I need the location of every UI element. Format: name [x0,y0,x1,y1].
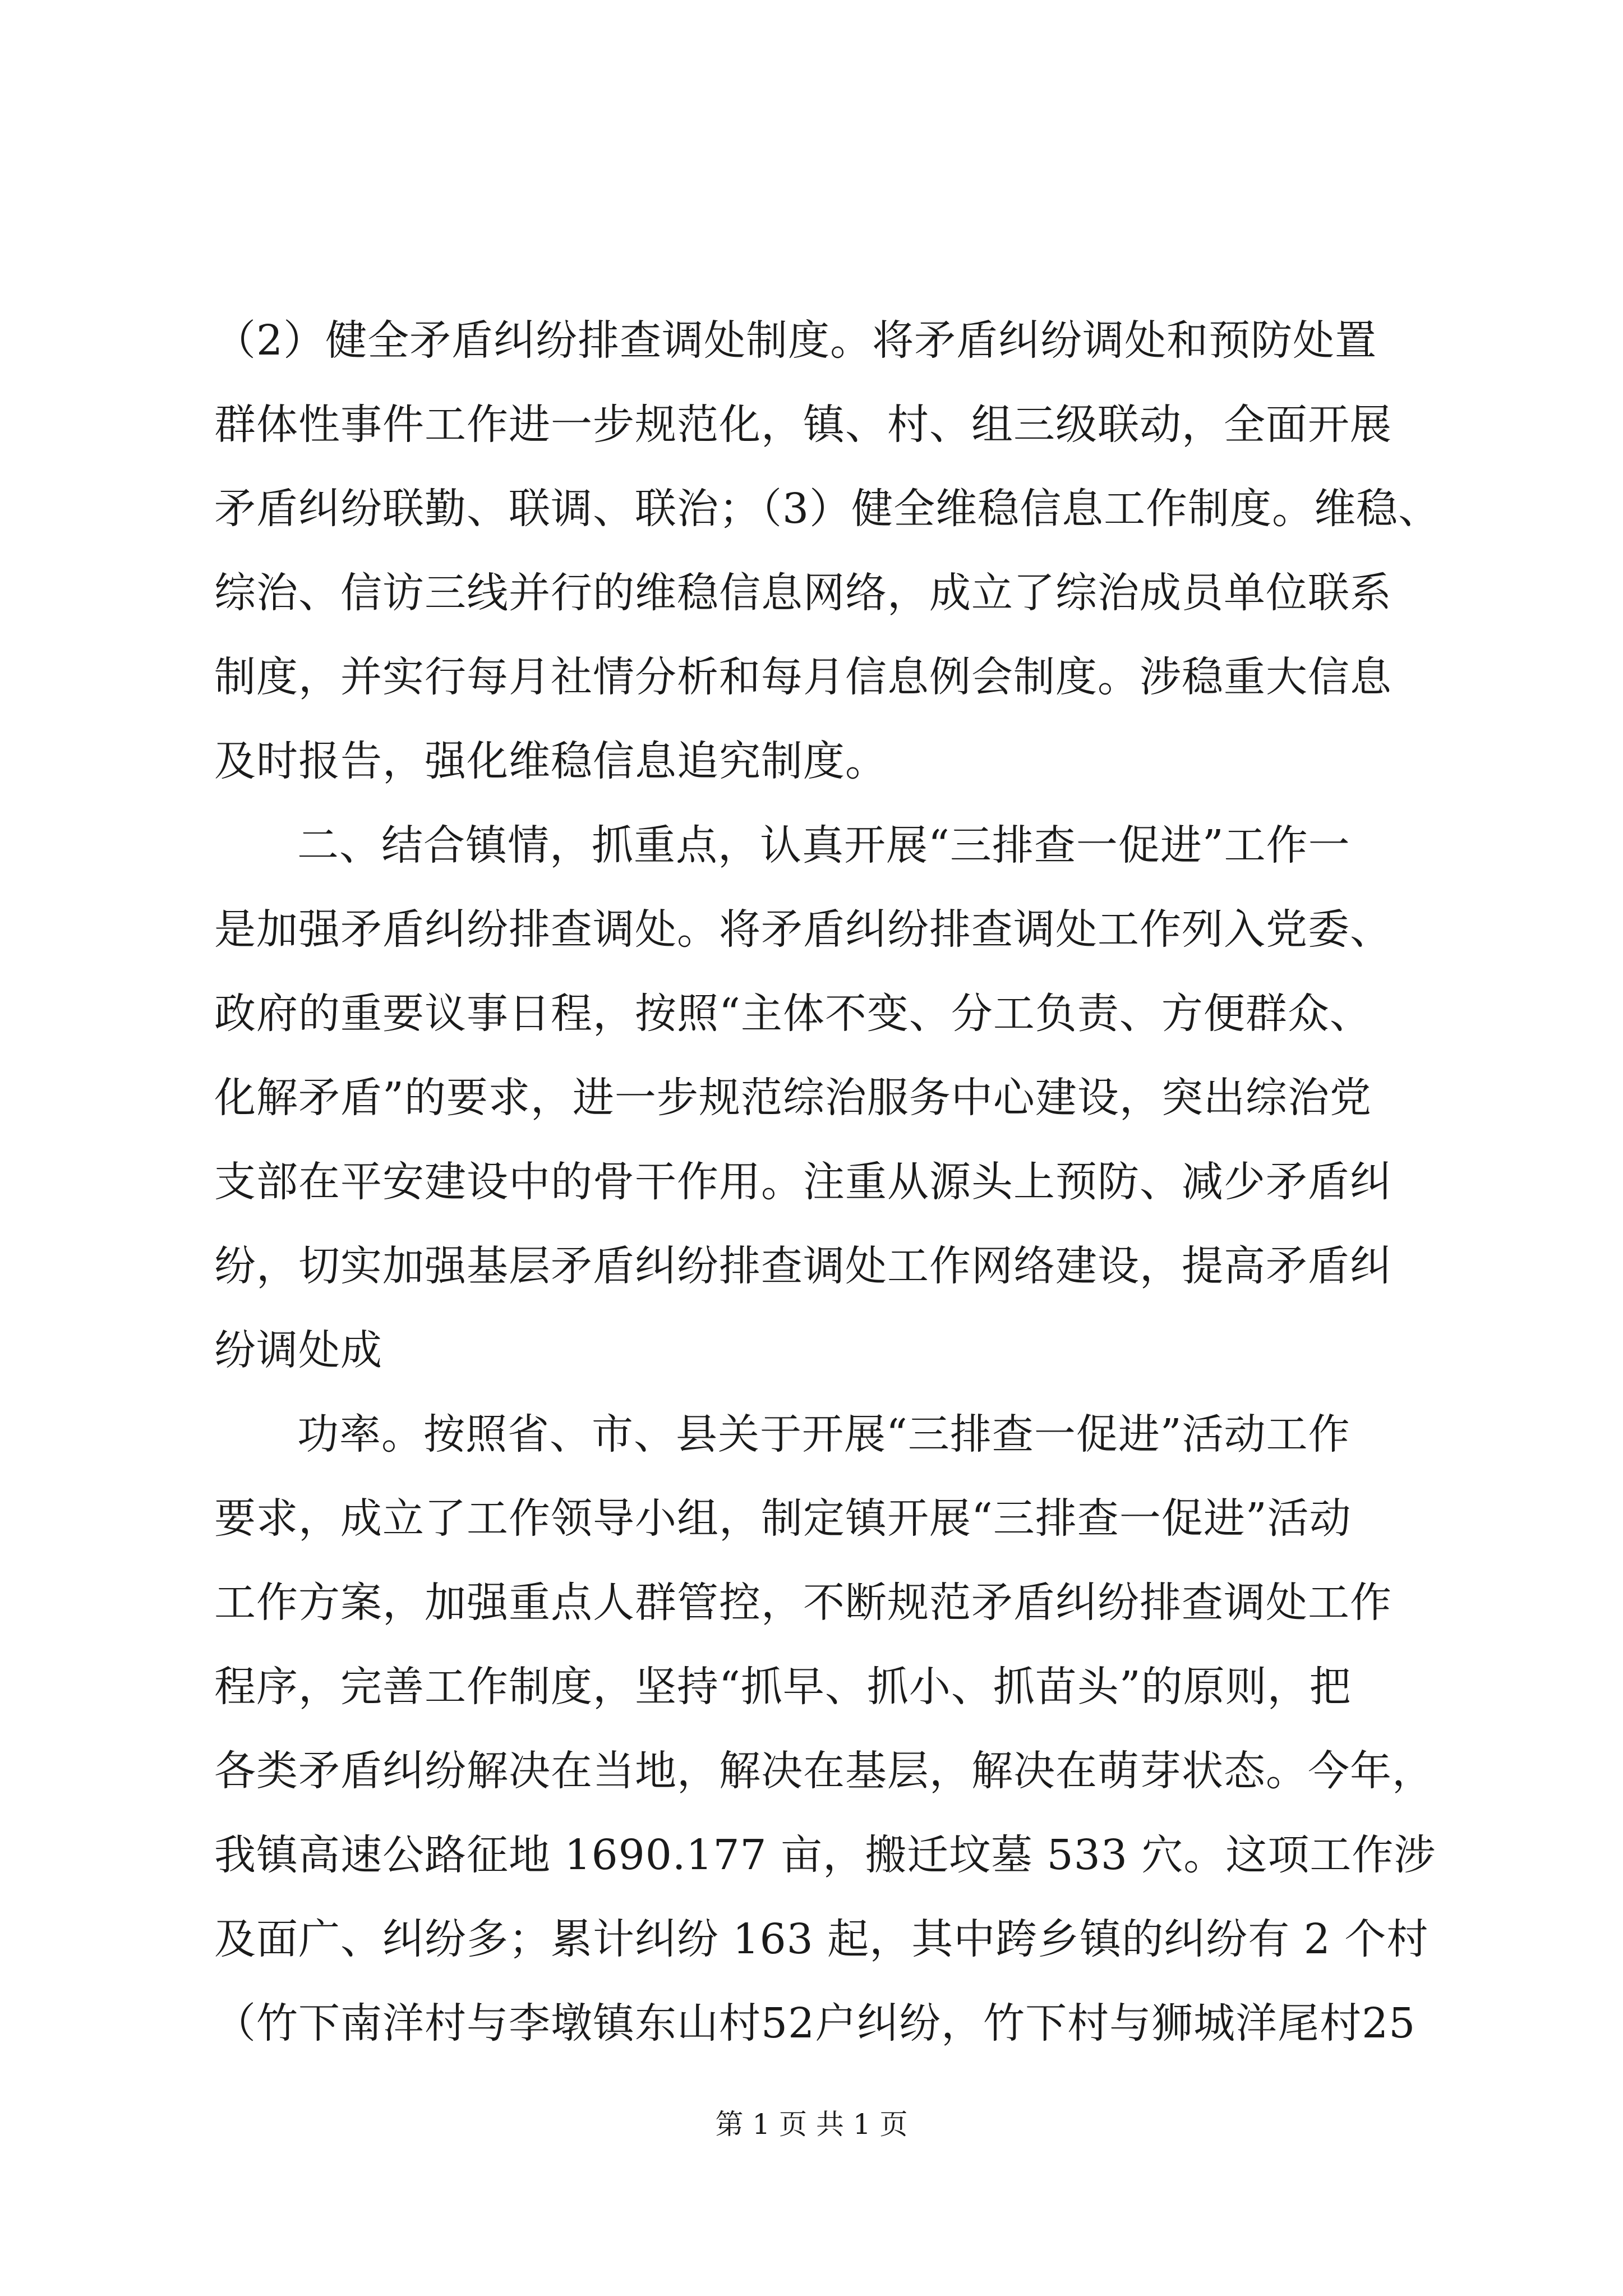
text-line: 工作方案，加强重点人群管控，不断规范矛盾纠纷排查调处工作 [214,1579,1392,1627]
text-line: 制度，并实行每月社情分析和每月信息例会制度。涉稳重大信息 [214,653,1392,701]
text-line: 纷，切实加强基层矛盾纠纷排查调处工作网络建设，提高矛盾纠 [214,1242,1392,1290]
text-line: 矛盾纠纷联勤、联调、联治；（3）健全维稳信息工作制度。维稳、 [214,485,1441,533]
text-line: 我镇高速公路征地 1690.177 亩，搬迁坟墓 533 穴。这项工作涉 [214,1831,1436,1879]
text-line: 及时报告，强化维稳信息追究制度。 [214,737,887,785]
text-line: 各类矛盾纠纷解决在当地，解决在基层，解决在萌芽状态。今年， [214,1747,1434,1795]
text-line: 综治、信访三线并行的维稳信息网络，成立了综治成员单位联系 [214,569,1392,617]
text-line: 程序，完善工作制度，坚持“抓早、抓小、抓苗头”的原则，把 [214,1663,1352,1711]
page-number: 第 1 页 共 1 页 [715,2108,908,2141]
text-line: 群体性事件工作进一步规范化，镇、村、组三级联动，全面开展 [214,401,1392,449]
text-line: 功率。按照省、市、县关于开展“三排查一促进”活动工作 [297,1410,1350,1458]
text-line: （竹下南洋村与李墩镇东山村52户纠纷，竹下村与狮城洋尾村25 [214,1999,1416,2047]
body-text [214,298,1441,2065]
text-line: 是加强矛盾纠纷排查调处。将矛盾纠纷排查调处工作列入党委、 [214,905,1392,954]
text-line: （2）健全矛盾纠纷排查调处制度。将矛盾纠纷调处和预防处置 [214,316,1377,365]
page-footer [0,2105,1623,2144]
text-line: 及面广、纠纷多；累计纠纷 163 起，其中跨乡镇的纠纷有 2 个村 [214,1915,1429,1963]
text-line: 二、结合镇情，抓重点，认真开展“三排查一促进”工作一 [297,821,1350,869]
text-line: 要求，成立了工作领导小组，制定镇开展“三排查一促进”活动 [214,1494,1352,1543]
text-line: 纷调处成 [214,1326,382,1374]
text-line: 化解矛盾”的要求，进一步规范综治服务中心建设，突出综治党 [214,1074,1372,1122]
text-line: 支部在平安建设中的骨干作用。注重从源头上预防、减少矛盾纠 [214,1158,1392,1206]
text-line: 政府的重要议事日程，按照“主体不变、分工负责、方便群众、 [214,990,1372,1038]
